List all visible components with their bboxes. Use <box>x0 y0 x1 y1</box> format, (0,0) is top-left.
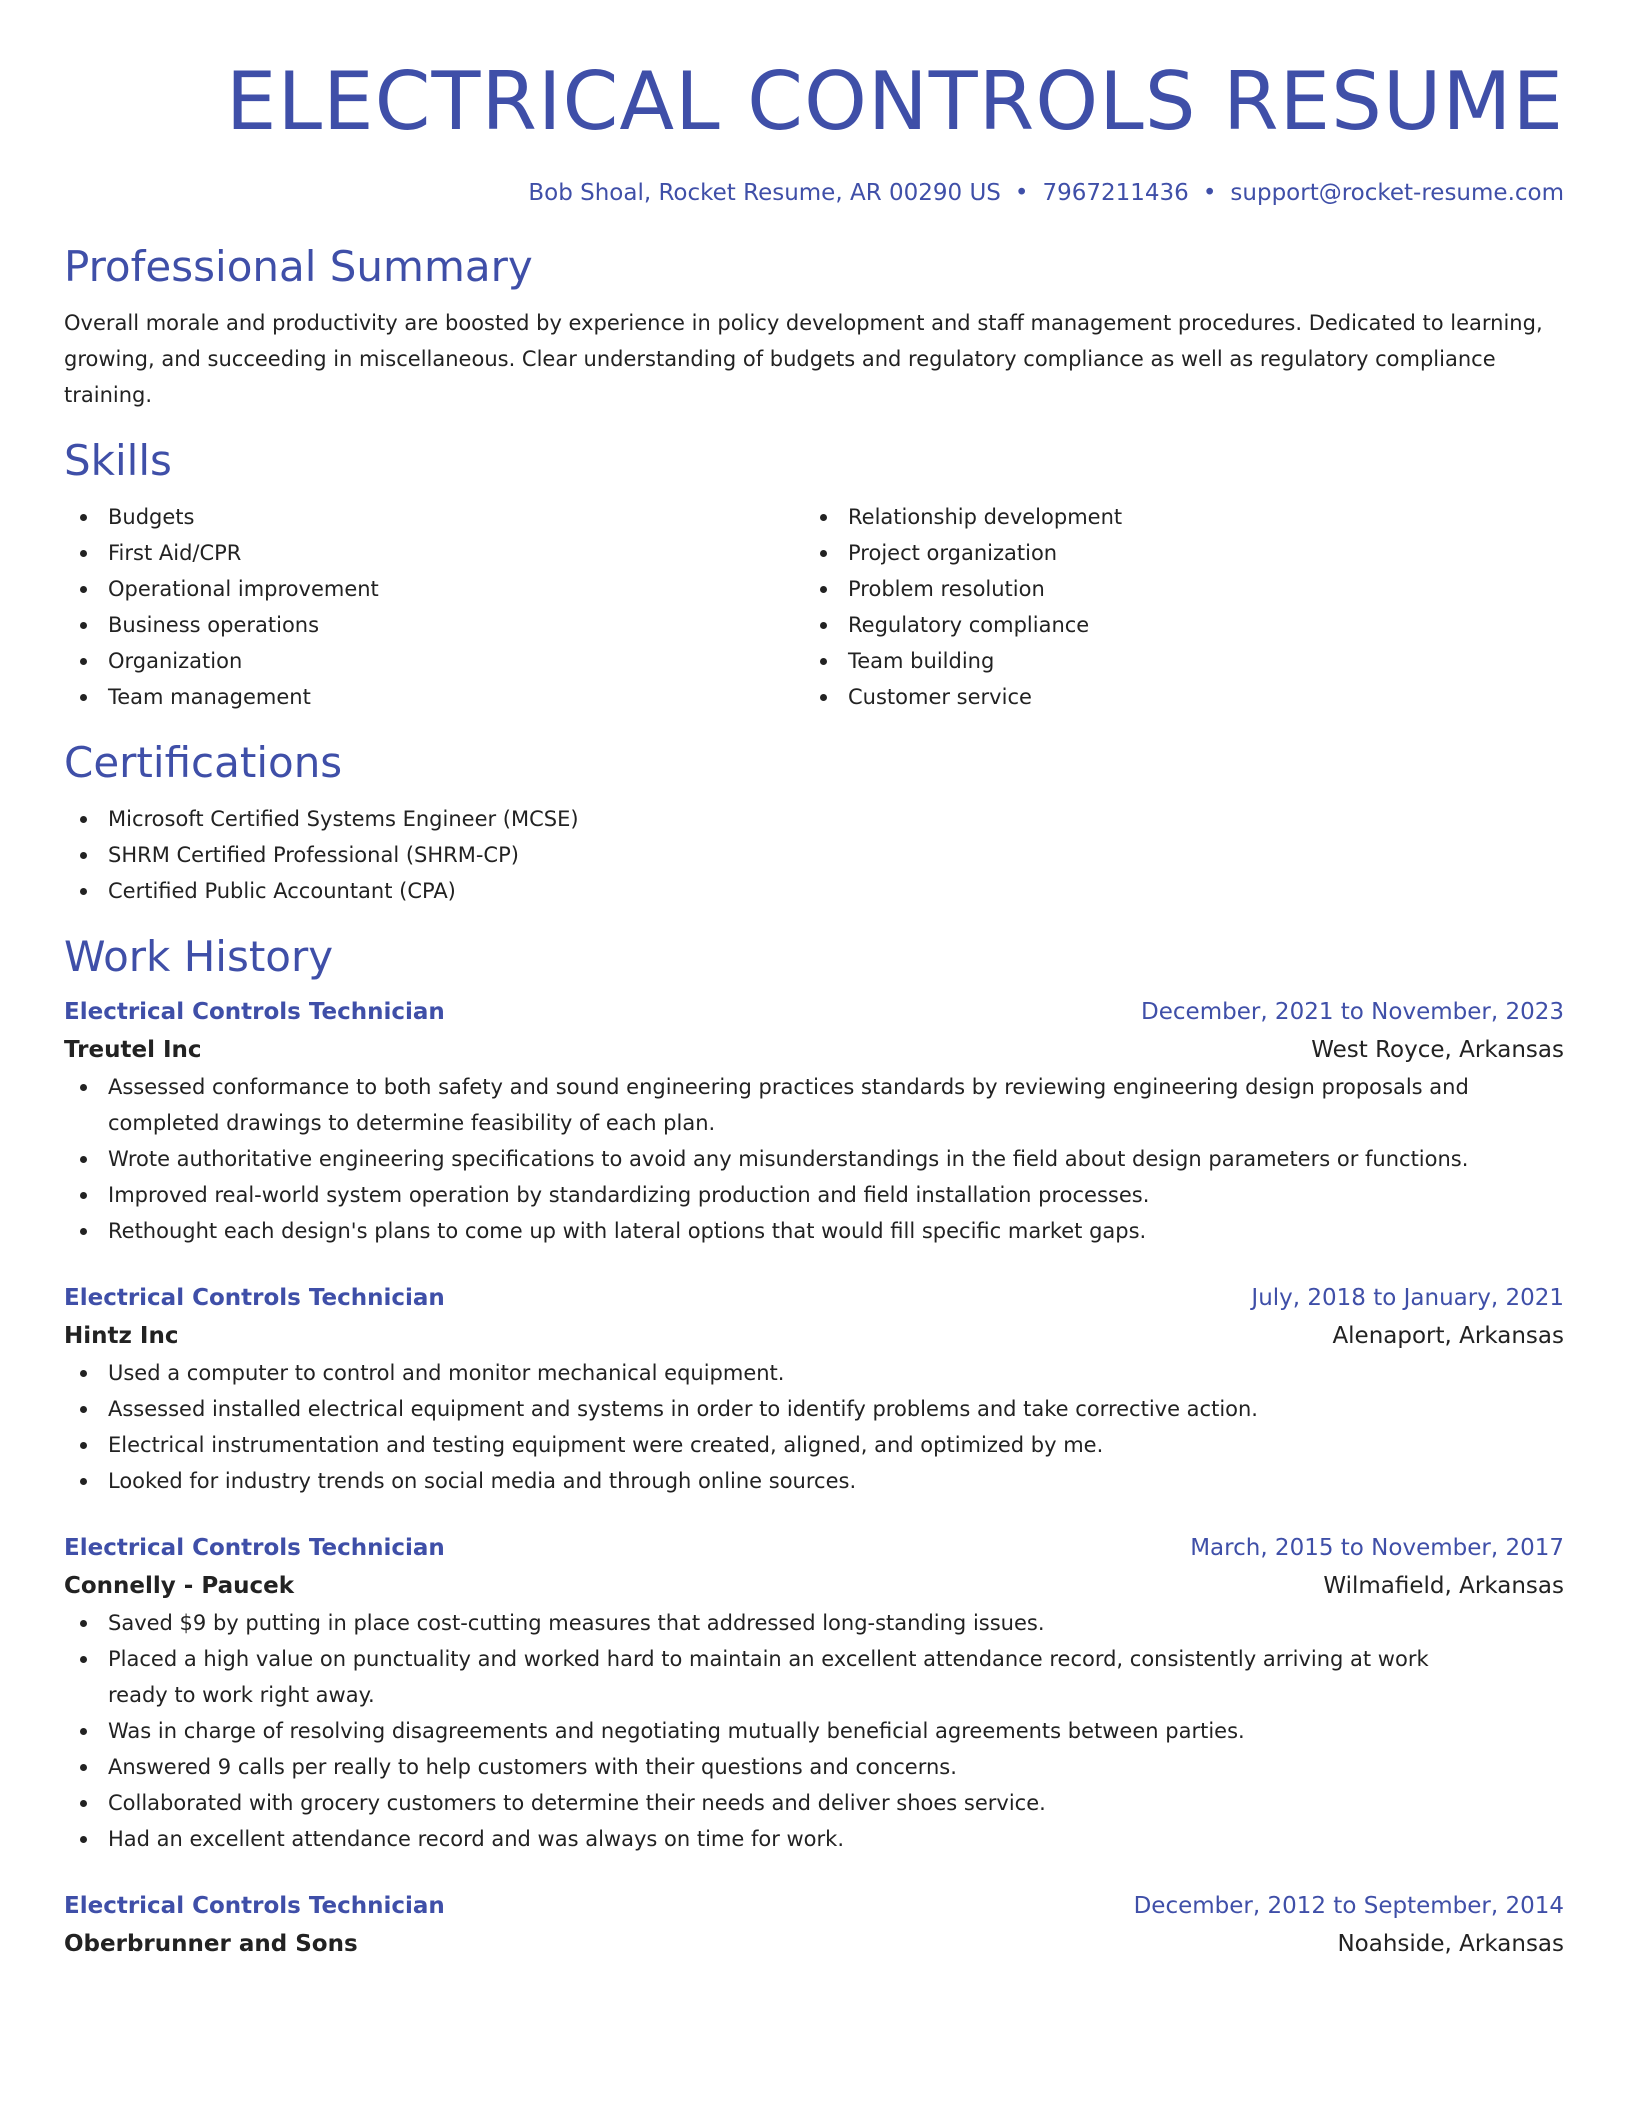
skill-item: Project organization <box>804 535 1544 571</box>
job-bullets <box>64 1069 1564 1249</box>
job-bullet: Assessed installed electrical equipment and systems in order to identify problems and take corrective action. <box>64 1391 1564 1427</box>
job-bullets <box>64 1605 1564 1857</box>
contact-line <box>64 178 1564 208</box>
skill-item: Customer service <box>804 679 1544 715</box>
skills-list-left <box>64 499 804 715</box>
contact-email[interactable]: support@rocket-resume.com <box>1230 180 1564 206</box>
skill-item: Relationship development <box>804 499 1544 535</box>
job-bullet: Improved real-world system operation by standardizing production and field installation processes. <box>64 1177 1564 1213</box>
job-bullet: Rethought each design's plans to come up with lateral options that would fill specific market gaps. <box>64 1213 1564 1249</box>
job-entry <box>64 1529 1564 1857</box>
skill-item: Business operations <box>64 607 804 643</box>
job-bullet: Placed a high value on punctuality and worked hard to maintain an excellent attendance record, consistently arriving at work ready to work right away. <box>64 1641 1564 1713</box>
job-entry <box>64 993 1564 1249</box>
job-subheader <box>64 1567 1564 1605</box>
certification-item: SHRM Certified Professional (SHRM-CP) <box>64 837 1564 873</box>
work-history-section <box>64 931 1564 1963</box>
skills-section <box>64 435 1564 715</box>
job-title: Electrical Controls Technician <box>64 999 445 1025</box>
contact-separator: • <box>1202 180 1217 206</box>
job-bullet: Used a computer to control and monitor mechanical equipment. <box>64 1355 1564 1391</box>
skill-item: Team management <box>64 679 804 715</box>
job-bullet: Electrical instrumentation and testing equipment were created, aligned, and optimized by me. <box>64 1427 1564 1463</box>
skills-list-right <box>804 499 1544 715</box>
skill-item: Organization <box>64 643 804 679</box>
certification-item: Microsoft Certified Systems Engineer (MCSE) <box>64 801 1564 837</box>
job-header <box>64 1887 1564 1925</box>
job-header <box>64 1279 1564 1317</box>
job-dates: March, 2015 to November, 2017 <box>1190 1535 1564 1561</box>
job-company: Hintz Inc <box>64 1323 179 1349</box>
summary-heading: Professional Summary <box>64 242 533 291</box>
job-dates: December, 2012 to September, 2014 <box>1133 1893 1564 1919</box>
job-company: Treutel Inc <box>64 1037 202 1063</box>
job-location: West Royce, Arkansas <box>1311 1037 1564 1063</box>
job-bullet: Saved $9 by putting in place cost-cutting measures that addressed long-standing issues. <box>64 1605 1564 1641</box>
job-bullet: Looked for industry trends on social media and through online sources. <box>64 1463 1564 1499</box>
skill-item: Team building <box>804 643 1544 679</box>
job-company: Connelly - Paucek <box>64 1573 295 1599</box>
job-title: Electrical Controls Technician <box>64 1893 445 1919</box>
job-entry <box>64 1887 1564 1963</box>
resume-document <box>64 52 1564 1963</box>
job-title: Electrical Controls Technician <box>64 1535 445 1561</box>
contact-address: Bob Shoal, Rocket Resume, AR 00290 US <box>528 180 1001 206</box>
job-entry <box>64 1279 1564 1499</box>
job-bullet: Was in charge of resolving disagreements and negotiating mutually beneficial agreements between parties. <box>64 1713 1564 1749</box>
job-header <box>64 993 1564 1031</box>
job-subheader <box>64 1925 1564 1963</box>
job-bullet: Answered 9 calls per really to help customers with their questions and concerns. <box>64 1749 1564 1785</box>
summary-section <box>64 241 1564 413</box>
job-bullet: Assessed conformance to both safety and sound engineering practices standards by reviewing engineering design proposals and completed drawings to determine feasibility of each plan. <box>64 1069 1564 1141</box>
skills-heading: Skills <box>64 436 172 485</box>
job-bullet: Had an excellent attendance record and was always on time for work. <box>64 1821 1564 1857</box>
contact-separator: • <box>1014 180 1029 206</box>
skill-item: Problem resolution <box>804 571 1544 607</box>
job-bullet: Collaborated with grocery customers to determine their needs and deliver shoes service. <box>64 1785 1564 1821</box>
job-bullet: Wrote authoritative engineering specifications to avoid any misunderstandings in the field about design parameters or functions. <box>64 1141 1564 1177</box>
skill-item: First Aid/CPR <box>64 535 804 571</box>
skills-grid <box>64 499 1564 715</box>
job-location: Alenaport, Arkansas <box>1332 1323 1564 1349</box>
certifications-heading: Certifications <box>64 738 343 787</box>
job-subheader <box>64 1031 1564 1069</box>
skill-item: Operational improvement <box>64 571 804 607</box>
resume-title: ELECTRICAL CONTROLS RESUME <box>225 55 1564 148</box>
job-bullets <box>64 1355 1564 1499</box>
job-dates: July, 2018 to January, 2021 <box>1251 1285 1564 1311</box>
skill-item: Budgets <box>64 499 804 535</box>
job-location: Wilmafield, Arkansas <box>1323 1573 1564 1599</box>
contact-phone[interactable]: 7967211436 <box>1042 180 1189 206</box>
certifications-list <box>64 801 1564 909</box>
job-dates: December, 2021 to November, 2023 <box>1141 999 1564 1025</box>
job-location: Noahside, Arkansas <box>1337 1931 1564 1957</box>
job-title: Electrical Controls Technician <box>64 1285 445 1311</box>
certifications-section <box>64 737 1564 909</box>
work-history-heading: Work History <box>64 932 334 981</box>
job-subheader <box>64 1317 1564 1355</box>
certification-item: Certified Public Accountant (CPA) <box>64 873 1564 909</box>
job-header <box>64 1529 1564 1567</box>
job-company: Oberbrunner and Sons <box>64 1931 358 1957</box>
summary-text: Overall morale and productivity are boosted by experience in policy development and staff management procedures. Dedicated to learning, growing, and succeeding in miscellaneous. Clear understanding of budgets and regulatory compliance as well as regulatory compliance training. <box>64 311 1543 407</box>
skill-item: Regulatory compliance <box>804 607 1544 643</box>
